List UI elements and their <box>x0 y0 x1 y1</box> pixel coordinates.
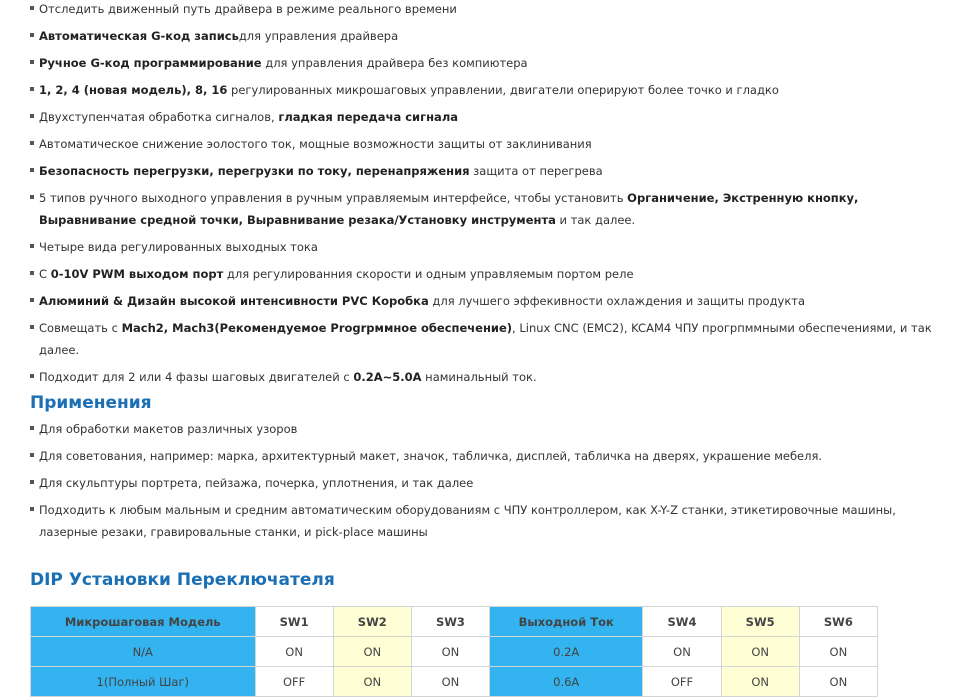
dip-cell: ON <box>255 637 333 667</box>
table-row <box>31 637 878 667</box>
feature-bold-text: Ручное G-код программирование <box>39 56 262 70</box>
dip-cell: ON <box>643 637 721 667</box>
feature-item <box>30 25 940 47</box>
feature-bold-text: 0.2A~5.0A <box>353 370 422 384</box>
feature-text: , Linux CNC (EMC2), KCAM4 ЧПУ прогрпммными обеспечениями, и так далее. <box>39 321 932 357</box>
dip-cell: ON <box>799 637 877 667</box>
dip-cell: ON <box>333 667 411 697</box>
feature-text: С <box>39 267 51 281</box>
feature-text: Совмещать с <box>39 321 122 335</box>
dip-cell: 0.6A <box>490 667 643 697</box>
feature-item <box>30 263 940 285</box>
dip-table-header-row <box>31 607 878 637</box>
feature-item <box>30 187 940 231</box>
dip-cell: ON <box>411 667 489 697</box>
dip-switch-table <box>30 606 878 697</box>
feature-text: Двухступенчатая обработка сигналов, <box>39 110 279 124</box>
feature-text: Отследить движенный путь драйвера в режиме реального времени <box>39 2 457 16</box>
feature-item <box>30 52 940 74</box>
feature-text: Автоматическое снижение эолостого ток, мощные возможности защиты от заклинивания <box>39 137 592 151</box>
feature-bold-text: Автоматическая G-код запись <box>39 29 239 43</box>
dip-cell: ON <box>721 667 799 697</box>
dip-cell: ON <box>721 637 799 667</box>
feature-text: защита от перегрева <box>469 164 603 178</box>
feature-bold-text: 1, 2, 4 (новая модель), 8, 16 <box>39 83 228 97</box>
dip-cell: OFF <box>255 667 333 697</box>
application-item: Для скульптуры портрета, пейзажа, почерка, уплотнения, и так далее <box>30 472 940 494</box>
feature-item <box>30 290 940 312</box>
feature-item <box>30 0 940 20</box>
dip-cell: OFF <box>643 667 721 697</box>
dip-cell: ON <box>333 637 411 667</box>
dip-header-cell: SW3 <box>411 607 489 637</box>
application-item: Подходить к любым мальным и средним автоматическим оборудованиям с ЧПУ контроллером, как X-Y-Z станки, этикетировочные машины, лазерные резаки, гравировальные станки, и pick-place машины <box>30 499 940 543</box>
feature-text: Четыре вида регулированных выходных тока <box>39 240 318 254</box>
feature-text: Подходит для 2 или 4 фазы шаговых двигателей с <box>39 370 354 384</box>
feature-item <box>30 317 940 361</box>
feature-bold-text: Безопасность перегрузки, перегрузки по току, перенапряжения <box>39 164 470 178</box>
dip-header-cell: Микрошаговая Модель <box>31 607 256 637</box>
table-row <box>31 667 878 697</box>
feature-bold-text: 0-10V PWM выходом порт <box>50 267 224 281</box>
application-item: Для советования, например: марка, архитектурный макет, значок, табличка, дисплей, табличка на дверях, украшение мебеля. <box>30 445 940 467</box>
application-item: Для обработки макетов различных узоров <box>30 418 940 440</box>
feature-item <box>30 133 940 155</box>
dip-header-cell: SW1 <box>255 607 333 637</box>
dip-settings-heading: DIP Установки Переключателя <box>30 570 335 590</box>
applications-heading: Применения <box>30 393 152 413</box>
dip-cell: ON <box>411 637 489 667</box>
feature-text: для регулированния скорости и одным управляемым портом реле <box>223 267 634 281</box>
feature-text: для управления драйвера <box>238 29 399 43</box>
feature-text: для лучшего эффекивности охлаждения и защиты продукта <box>428 294 806 308</box>
feature-bold-text: Органичение, Экстренную кнопку, Выравнивание средной точки, Выравнивание резака/Установку инструмента <box>39 191 859 227</box>
dip-table-body <box>31 637 878 697</box>
dip-header-cell: SW2 <box>333 607 411 637</box>
feature-bold-text: Mach2, Mach3(Рекомендуемое Progrpммное обеспечение) <box>121 321 513 335</box>
feature-item <box>30 366 940 388</box>
feature-list <box>30 0 940 393</box>
feature-text: регулированных микрошаговых управлении, двигатели оперируют более точко и гладко <box>227 83 779 97</box>
dip-cell: 0.2A <box>490 637 643 667</box>
dip-header-cell: Выходной Ток <box>490 607 643 637</box>
dip-cell: ON <box>799 667 877 697</box>
feature-text: для управления драйвера без компиютера <box>261 56 528 70</box>
dip-header-cell: SW6 <box>799 607 877 637</box>
feature-text: и так далее. <box>555 213 636 227</box>
dip-header-cell: SW4 <box>643 607 721 637</box>
feature-item <box>30 106 940 128</box>
dip-header-cell: SW5 <box>721 607 799 637</box>
feature-item <box>30 79 940 101</box>
feature-item <box>30 236 940 258</box>
applications-list <box>30 418 940 548</box>
dip-cell: N/A <box>31 637 256 667</box>
feature-bold-text: Алюминий & Дизайн высокой интенсивности PVC Коробка <box>39 294 429 308</box>
feature-text: наминальный ток. <box>421 370 537 384</box>
dip-cell: 1(Полный Шаг) <box>31 667 256 697</box>
feature-text: 5 типов ручного выходного управления в ручным управляемым интерфейсе, чтобы установить <box>39 191 628 205</box>
feature-bold-text: гладкая передача сигнала <box>278 110 458 124</box>
feature-item <box>30 160 940 182</box>
